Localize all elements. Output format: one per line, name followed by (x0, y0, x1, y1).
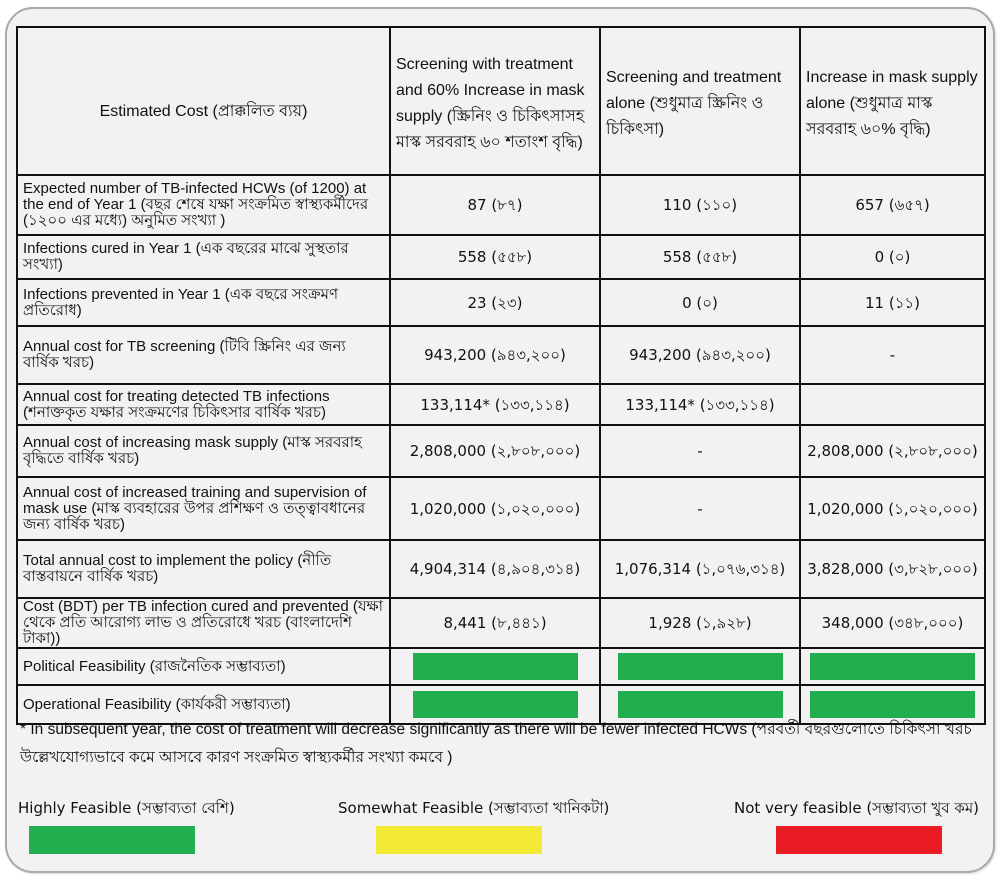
feasibility-indicator-bar (413, 653, 578, 680)
feasibility-cell (600, 648, 800, 685)
cell-value: 11 (১১) (800, 279, 985, 326)
column-header-combined: Screening with treatment and 60% Increase in mask supply (স্ক্রিনিং ও চিকিৎসাসহ মাস্ক সরবরাহ ৬০ শতাংশ বৃদ্ধি) (390, 27, 600, 175)
table-row (17, 326, 985, 384)
table-row (17, 235, 985, 279)
row-label: Political Feasibility (রাজনৈতিক সম্ভাব্যতা) (17, 648, 390, 685)
feasibility-indicator-bar (618, 653, 783, 680)
cell-value: - (800, 326, 985, 384)
row-label: Annual cost for treating detected TB infections (শনাক্তকৃত যক্ষার সংক্রমণের চিকিৎসার বার্ষিক খরচ) (17, 384, 390, 425)
legend-label-highly-feasible: Highly Feasible (সম্ভাব্যতা বেশি) (18, 799, 235, 817)
footnote: * In subsequent year, the cost of treatment will decrease significantly as there will be fewer infected HCWs (পরবর্তী বছরগুলোতে চিকিৎসা খরচ উল্লেখযোগ্যভাবে কমে আসবে কারণ সংক্রমিত স্বাস্থ্যকর্মীর সংখ্যা কমবে ) (20, 721, 972, 766)
cell-value: 87 (৮৭) (390, 175, 600, 235)
cell-value: 0 (০) (600, 279, 800, 326)
table-row (17, 279, 985, 326)
table-row (17, 540, 985, 598)
cell-value: - (600, 477, 800, 540)
table-row (17, 425, 985, 477)
table-row (17, 175, 985, 235)
feasibility-indicator-bar (618, 691, 783, 718)
legend-label-somewhat-feasible: Somewhat Feasible (সম্ভাব্যতা খানিকটা) (338, 799, 610, 817)
cell-value: 1,076,314 (১,০৭৬,৩১৪) (600, 540, 800, 598)
row-label: Expected number of TB-infected HCWs (of 1200) at the end of Year 1 (বছর শেষে যক্ষা সংক্রমিত স্বাস্থ্যকর্মীদের (১২০০ এর মধ্যে) অনুমিত সংখ্যা ) (17, 175, 390, 235)
feasibility-cell (390, 648, 600, 685)
cell-value: 133,114* (১৩৩,১১৪) (600, 384, 800, 425)
cell-value: 110 (১১০) (600, 175, 800, 235)
cell-value: 657 (৬৫৭) (800, 175, 985, 235)
feasibility-indicator-bar (810, 653, 975, 680)
table-row (17, 384, 985, 425)
cell-value: 1,020,000 (১,০২০,০০০) (390, 477, 600, 540)
legend-swatch-highly-feasible (29, 826, 195, 854)
cell-value: 558 (৫৫৮) (600, 235, 800, 279)
cell-value (800, 384, 985, 425)
table-header-row (17, 27, 985, 175)
row-label: Cost (BDT) per TB infection cured and prevented (যক্ষা থেকে প্রতি আরোগ্য লাভ ও প্রতিরোধে খরচ (বাংলাদেশি টাকা)) (17, 598, 390, 648)
feasibility-indicator-bar (413, 691, 578, 718)
row-label-header: Estimated Cost (প্রাক্কলিত ব্যয়) (17, 27, 390, 175)
column-header-mask-alone: Increase in mask supply alone (শুধুমাত্র মাস্ক সরবরাহ ৬০% বৃদ্ধি) (800, 27, 985, 175)
feasibility-indicator-bar (810, 691, 975, 718)
cost-comparison-table (16, 26, 986, 725)
legend-swatch-somewhat-feasible (376, 826, 542, 854)
row-label: Infections prevented in Year 1 (এক বছরে সংক্রমণ প্রতিরোধ) (17, 279, 390, 326)
cell-value: 2,808,000 (২,৮০৮,০০০) (390, 425, 600, 477)
cell-value: 1,928 (১,৯২৮) (600, 598, 800, 648)
cell-value: 1,020,000 (১,০২০,০০০) (800, 477, 985, 540)
cell-value: 3,828,000 (৩,৮২৮,০০০) (800, 540, 985, 598)
cell-value: 0 (০) (800, 235, 985, 279)
table-row (17, 477, 985, 540)
cell-value: 23 (২৩) (390, 279, 600, 326)
cell-value: - (600, 425, 800, 477)
row-label: Total annual cost to implement the policy (নীতি বাস্তবায়নে বার্ষিক খরচ) (17, 540, 390, 598)
row-label: Infections cured in Year 1 (এক বছরের মাঝে সুস্থতার সংখ্যা) (17, 235, 390, 279)
column-header-screening-alone: Screening and treatment alone (শুধুমাত্র স্ক্রিনিং ও চিকিৎসা) (600, 27, 800, 175)
cell-value: 943,200 (৯৪৩,২০০) (390, 326, 600, 384)
cell-value: 2,808,000 (২,৮০৮,০০০) (800, 425, 985, 477)
cell-value: 4,904,314 (৪,৯০৪,৩১৪) (390, 540, 600, 598)
row-label: Annual cost for TB screening (টিবি স্ক্রিনিং এর জন্য বার্ষিক খরচ) (17, 326, 390, 384)
row-label: Annual cost of increased training and supervision of mask use (মাস্ক ব্যবহারের উপর প্রশিক্ষণ ও তত্ত্বাবধানের জন্য বার্ষিক খরচ) (17, 477, 390, 540)
cell-value: 8,441 (৮,৪৪১) (390, 598, 600, 648)
table-row (17, 598, 985, 648)
cell-value: 133,114* (১৩৩,১১৪) (390, 384, 600, 425)
legend-label-not-very-feasible: Not very feasible (সম্ভাব্যতা খুব কম) (734, 799, 980, 817)
cell-value: 558 (৫৫৮) (390, 235, 600, 279)
legend-swatch-not-very-feasible (776, 826, 942, 854)
row-label: Annual cost of increasing mask supply (মাস্ক সরবরাহ বৃদ্ধিতে বার্ষিক খরচ) (17, 425, 390, 477)
feasibility-cell (800, 648, 985, 685)
cell-value: 348,000 (৩৪৮,০০০) (800, 598, 985, 648)
row-label: Operational Feasibility (কার্যকরী সম্ভাব্যতা) (17, 685, 390, 724)
cell-value: 943,200 (৯৪৩,২০০) (600, 326, 800, 384)
feasibility-row-political (17, 648, 985, 685)
